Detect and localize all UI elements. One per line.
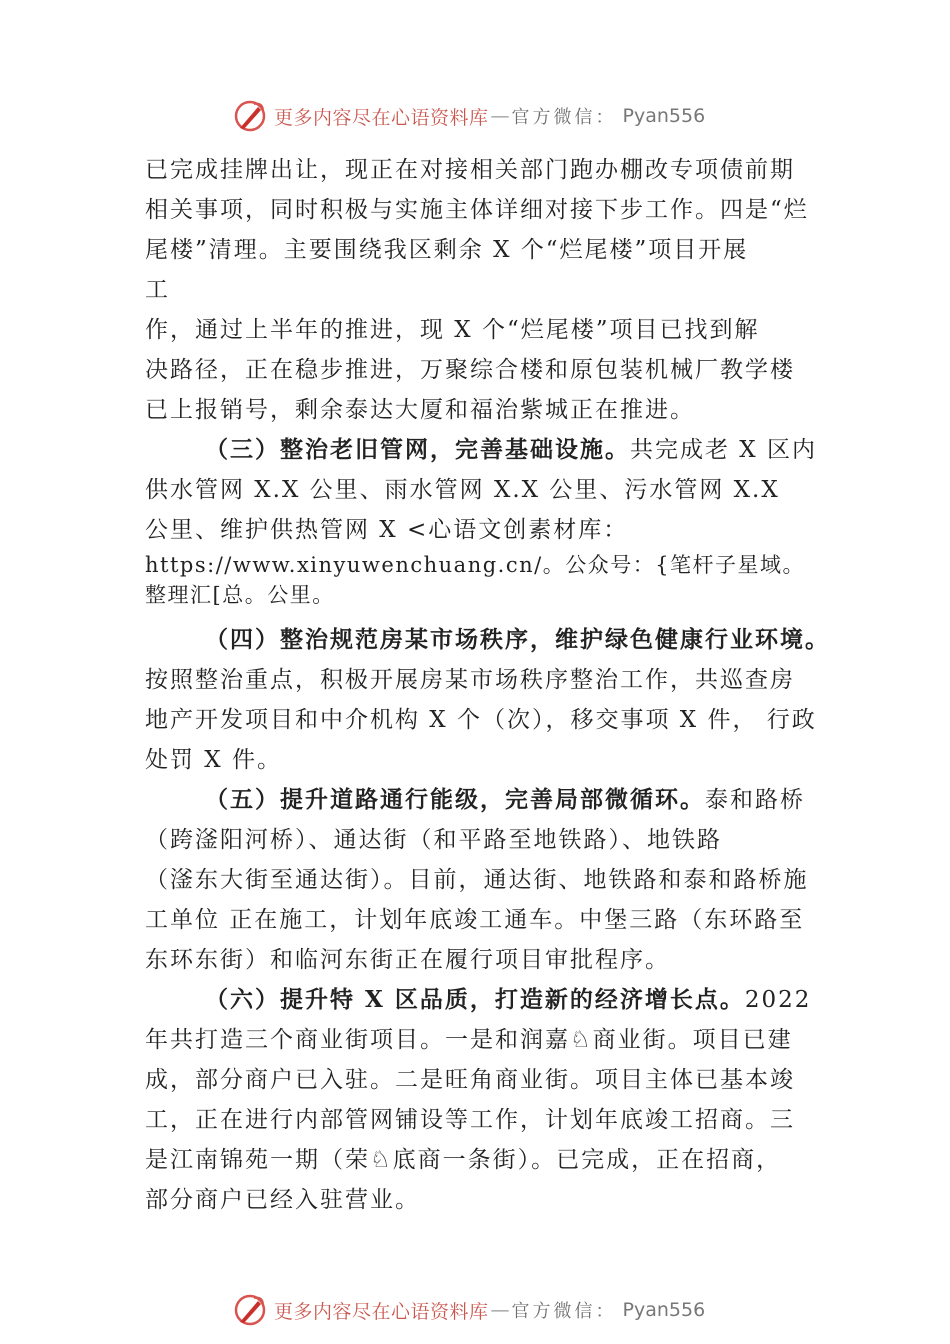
section-first-line <box>145 980 825 1020</box>
watermark-wechat-id: Pyan556 <box>622 105 706 127</box>
text-line: 整理汇[总。公里。 <box>145 583 335 607</box>
header-watermark <box>232 96 732 136</box>
text-line: 工单位 正在施工，计划年底竣工通车。中堡三路（东环路至 <box>145 907 805 933</box>
section-first-line <box>145 620 830 660</box>
text-line: 工，正在进行内部管网铺设等工作，计划年底竣工招商。三 <box>145 1107 795 1133</box>
section-heading: （四）整治规范房某市场秩序，维护绿色健康行业环境。 <box>205 626 830 653</box>
watermark-label: 官方微信： <box>511 1301 617 1322</box>
quill-logo-icon <box>232 98 268 134</box>
text-line: 地产开发项目和中介机构 X 个（次），移交事项 X 件， 行政 <box>145 707 817 733</box>
quill-logo-icon <box>232 1292 268 1328</box>
text-line: 决路径，正在稳步推进，万聚综合楼和原包装机械厂教学楼 <box>145 357 795 383</box>
text-line: 年共打造三个商业街项目。一是和润嘉♘商业街。项目已建 <box>145 1027 793 1053</box>
text-line: 尾楼”清理。主要围绕我区剩余 X 个“烂尾楼”项目开展 <box>145 237 749 263</box>
section-heading: （六）提升特 X 区品质，打造新的经济增长点。 <box>205 986 745 1013</box>
text-line: 东环东街）和临河东街正在履行项目审批程序。 <box>145 947 670 973</box>
footer-watermark <box>232 1290 732 1330</box>
text-line: 相关事项，同时积极与实施主体详细对接下步工作。四是“烂 <box>145 197 809 223</box>
text-line: 公里、维护供热管网 X <心语文创素材库： <box>145 517 629 543</box>
watermark-separator: — <box>490 1299 510 1321</box>
section-first-line <box>145 430 825 470</box>
section-heading: （五）提升道路通行能级，完善局部微循环。 <box>205 786 705 813</box>
text-run: 2022 <box>744 987 812 1013</box>
text-line: 成，部分商户已入驻。二是旺角商业街。项目主体已基本竣 <box>145 1067 795 1093</box>
text-line: https://www.xinyuwenchuang.cn/。公众号：{笔杆子星域。 <box>145 553 806 577</box>
watermark-wechat-id: Pyan556 <box>622 1299 706 1321</box>
text-line: 按照整治重点，积极开展房某市场秩序整治工作，共巡查房 <box>145 667 795 693</box>
watermark-brand-text: 更多内容尽在心语资料库 <box>274 106 489 129</box>
section-first-line <box>145 780 825 820</box>
text-line: 已完成挂牌出让，现正在对接相关部门跑办棚改专项债前期 <box>145 157 795 183</box>
text-line: 作，通过上半年的推进，现 X 个“烂尾楼”项目已找到解 <box>145 317 760 343</box>
text-line: 已上报销号，剩余泰达大厦和福治紫城正在推进。 <box>145 397 695 423</box>
text-line: 是江南锦苑一期（荣♘底商一条街）。已完成，正在招商， <box>145 1147 782 1173</box>
watermark-brand-text: 更多内容尽在心语资料库 <box>274 1300 489 1323</box>
text-line: （滏东大街至通达街）。目前，通达街、地铁路和泰和路桥施 <box>145 867 809 893</box>
text-run: 共完成老 X 区内 <box>630 437 817 463</box>
text-line: 工 <box>145 277 170 303</box>
document-body <box>145 150 830 1220</box>
text-run: 泰和路桥 <box>705 787 805 813</box>
watermark-label: 官方微信： <box>511 107 617 128</box>
section-heading: （三）整治老旧管网，完善基础设施。 <box>205 436 630 463</box>
text-line: 供水管网 X.X 公里、雨水管网 X.X 公里、污水管网 X.X <box>145 477 780 503</box>
watermark-separator: — <box>490 105 510 127</box>
text-line: （跨滏阳河桥）、通达街（和平路至地铁路）、地铁路 <box>145 827 722 853</box>
text-line: 部分商户已经入驻营业。 <box>145 1187 420 1213</box>
text-line: 处罚 X 件。 <box>145 747 282 773</box>
